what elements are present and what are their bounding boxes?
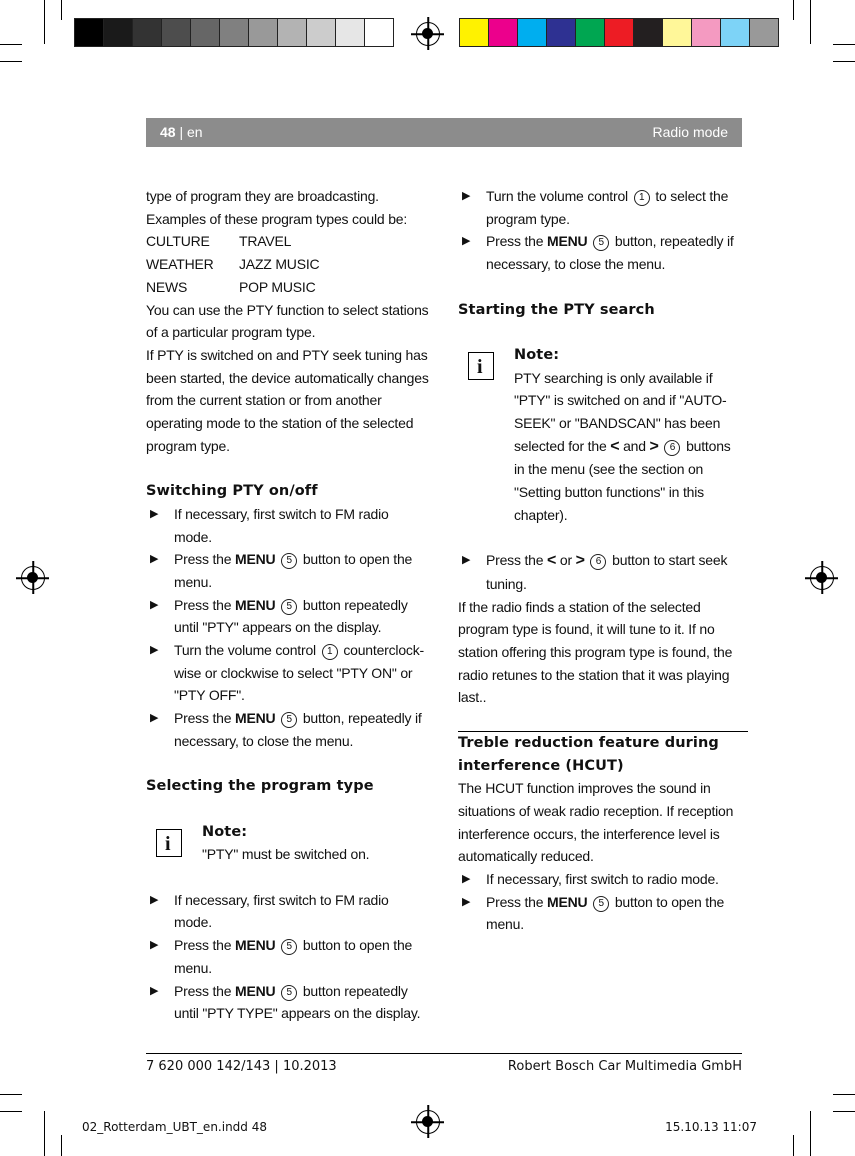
info-icon: i [156,829,182,857]
bullet-arrow-icon: ▶ [462,235,471,248]
button-number-icon: 5 [281,599,297,615]
text-line: interference occurs, the interference level is [458,825,720,842]
crop-mark [833,61,855,62]
bullet-arrow-icon: ▶ [150,939,159,952]
crop-mark [44,0,45,44]
text-line: situations of weak radio reception. If reception [458,802,734,819]
info-icon: i [468,352,494,380]
language: en [187,124,203,140]
section-heading: Starting the PTY search [458,301,655,318]
crop-mark [0,44,22,45]
button-number-icon: 5 [281,985,297,1001]
color-swatch [633,18,663,47]
color-swatch [720,18,750,47]
list-item: ▶ Press the MENU 5 button, repeatedly if necessary, to close the menu. [458,230,748,275]
color-swatch [161,18,191,47]
section-heading: Selecting the program type [146,778,374,795]
button-number-icon: 5 [281,553,297,569]
crop-mark [0,1111,22,1112]
right-arrow-icon: > [649,437,659,455]
text-line: program type is found, it will tune to it. If no [458,621,715,638]
color-swatch [517,18,547,47]
section-title: Radio mode [652,124,728,140]
section-heading: interference (HCUT) [458,757,624,774]
text-line: from the current station or from another [146,392,382,409]
table-row [146,253,319,276]
text-line: You can use the PTY function to select stations [146,301,429,318]
bullet-arrow-icon: ▶ [150,644,159,657]
text-line: automatically reduced. [458,848,594,865]
section-heading: Switching PTY on/off [146,483,318,500]
table-cell: WEATHER [146,256,214,273]
list-item: ▶ Press the MENU 5 button repeatedly until "PTY" appears on the display. [146,594,436,639]
bullet-arrow-icon: ▶ [150,893,159,906]
color-swatch [575,18,605,47]
crop-mark [0,1094,22,1095]
table-cell: TRAVEL [239,233,292,250]
crop-mark [61,1135,62,1156]
list-item: ▶ Press the MENU 5 button, repeatedly if necessary, to close the menu. [146,707,436,752]
list-item: ▶ If necessary, first switch to FM radio mode. [146,889,436,934]
text-line: If the radio finds a station of the selected [458,598,701,615]
color-swatch [190,18,220,47]
slug-date: 15.10.13 11:07 [665,1120,757,1134]
list-item: ▶ Turn the volume control 1 counterclock- wise or clockwise to select "PTY ON" or "PTY OFF". [146,639,436,707]
note-box: i Note: PTY searching is only available if "PTY" is switched on and if "AUTO- SEEK" or "BANDSCAN" has been selected for the < and > 6 buttons in the menu (see the section on "Setting button functions" in this chapter). [458,344,748,527]
program-types-table [146,230,319,298]
bullet-arrow-icon: ▶ [462,873,471,886]
button-number-icon: 5 [593,896,609,912]
bullet-arrow-icon: ▶ [462,895,471,908]
text-line: of a particular program type. [146,324,316,341]
bullet-arrow-icon: ▶ [150,507,159,520]
list-item: ▶ Press the < or > 6 button to start seek tuning. [458,549,748,595]
crop-mark [833,1094,855,1095]
text-line: station offering this program type is found, the [458,644,733,661]
footer-company: Robert Bosch Car Multimedia GmbH [507,1059,742,1074]
text-line: been started, the device automatically changes [146,369,429,386]
slug-filename: 02_Rotterdam_UBT_en.indd 48 [82,1120,267,1134]
button-number-icon: 1 [634,190,650,206]
bullet-arrow-icon: ▶ [150,553,159,566]
right-arrow-icon: > [575,552,585,570]
crop-mark [44,1111,45,1156]
bullet-arrow-icon: ▶ [462,554,471,567]
color-swatch [277,18,307,47]
bullet-arrow-icon: ▶ [462,190,471,202]
page-number: 48 [160,124,176,140]
color-swatch [132,18,162,47]
table-row [146,276,319,299]
button-number-icon: 5 [593,235,609,251]
crop-mark [61,0,62,20]
list-item: ▶ If necessary, first switch to radio mode. [458,868,748,891]
table-cell: CULTURE [146,233,210,250]
crop-mark [810,0,811,44]
crop-mark [810,1111,811,1156]
list-item: ▶ Press the MENU 5 button to open the menu. [146,934,436,979]
crop-mark [793,0,794,20]
color-swatch [219,18,249,47]
color-swatch [459,18,489,47]
page-header: 48 | en Radio mode [146,118,742,147]
text-line: last.. [458,689,487,706]
text-line: operating mode to the station of the selected [146,415,414,432]
registration-mark-icon [21,566,45,590]
color-swatch [749,18,779,47]
text-line: If PTY is switched on and PTY seek tuning has [146,346,428,363]
left-arrow-icon: < [610,437,620,455]
color-swatch [103,18,133,47]
button-number-icon: 5 [281,939,297,955]
registration-mark-icon [416,22,440,46]
list-item: ▶ Press the MENU 5 button to open the menu. [458,891,748,936]
color-swatch [662,18,692,47]
footer-rule [146,1053,742,1054]
button-number-icon: 5 [281,712,297,728]
note-box: i Note: "PTY" must be switched on. [146,821,436,866]
crop-mark [793,1135,794,1156]
button-number-icon: 6 [664,440,680,456]
right-column [458,185,748,936]
registration-mark-icon [810,566,834,590]
bullet-arrow-icon: ▶ [150,712,159,725]
section-heading: Treble reduction feature during [458,734,719,751]
color-swatch [691,18,721,47]
registration-mark-icon [416,1110,440,1134]
list-item: ▶ Press the MENU 5 button repeatedly until "PTY TYPE" appears on the display. [146,980,436,1025]
color-swatch [335,18,365,47]
table-cell: POP MUSIC [239,278,316,295]
left-column [146,185,436,1025]
list-item: ▶ Turn the volume control 1 to select the program type. [458,185,748,230]
color-swatch [248,18,278,47]
crop-mark [833,1111,855,1112]
list-item: ▶ If necessary, first switch to FM radio mode. [146,503,436,548]
crop-mark [0,61,22,62]
text-line: radio retunes to the station that it was playing [458,666,730,683]
bullet-arrow-icon: ▶ [150,984,159,997]
table-cell: JAZZ MUSIC [239,256,320,273]
text-line: program type. [146,437,230,454]
left-arrow-icon: < [547,552,557,570]
color-swatch [604,18,634,47]
table-row [146,230,319,253]
color-swatch [546,18,576,47]
bullet-arrow-icon: ▶ [150,598,159,611]
crop-mark [833,44,855,45]
button-number-icon: 6 [590,554,606,570]
color-swatch [364,18,394,47]
color-swatch [74,18,104,47]
text-line: Examples of these program types could be: [146,210,408,227]
text-line: type of program they are broadcasting. [146,188,379,204]
list-item: ▶ Press the MENU 5 button to open the menu. [146,548,436,593]
color-swatch [488,18,518,47]
text-line: The HCUT function improves the sound in [458,780,711,797]
color-swatch [306,18,336,47]
table-cell: NEWS [146,278,188,295]
button-number-icon: 1 [322,644,338,660]
footer-doc-number: 7 620 000 142/143 | 10.2013 [146,1059,337,1074]
